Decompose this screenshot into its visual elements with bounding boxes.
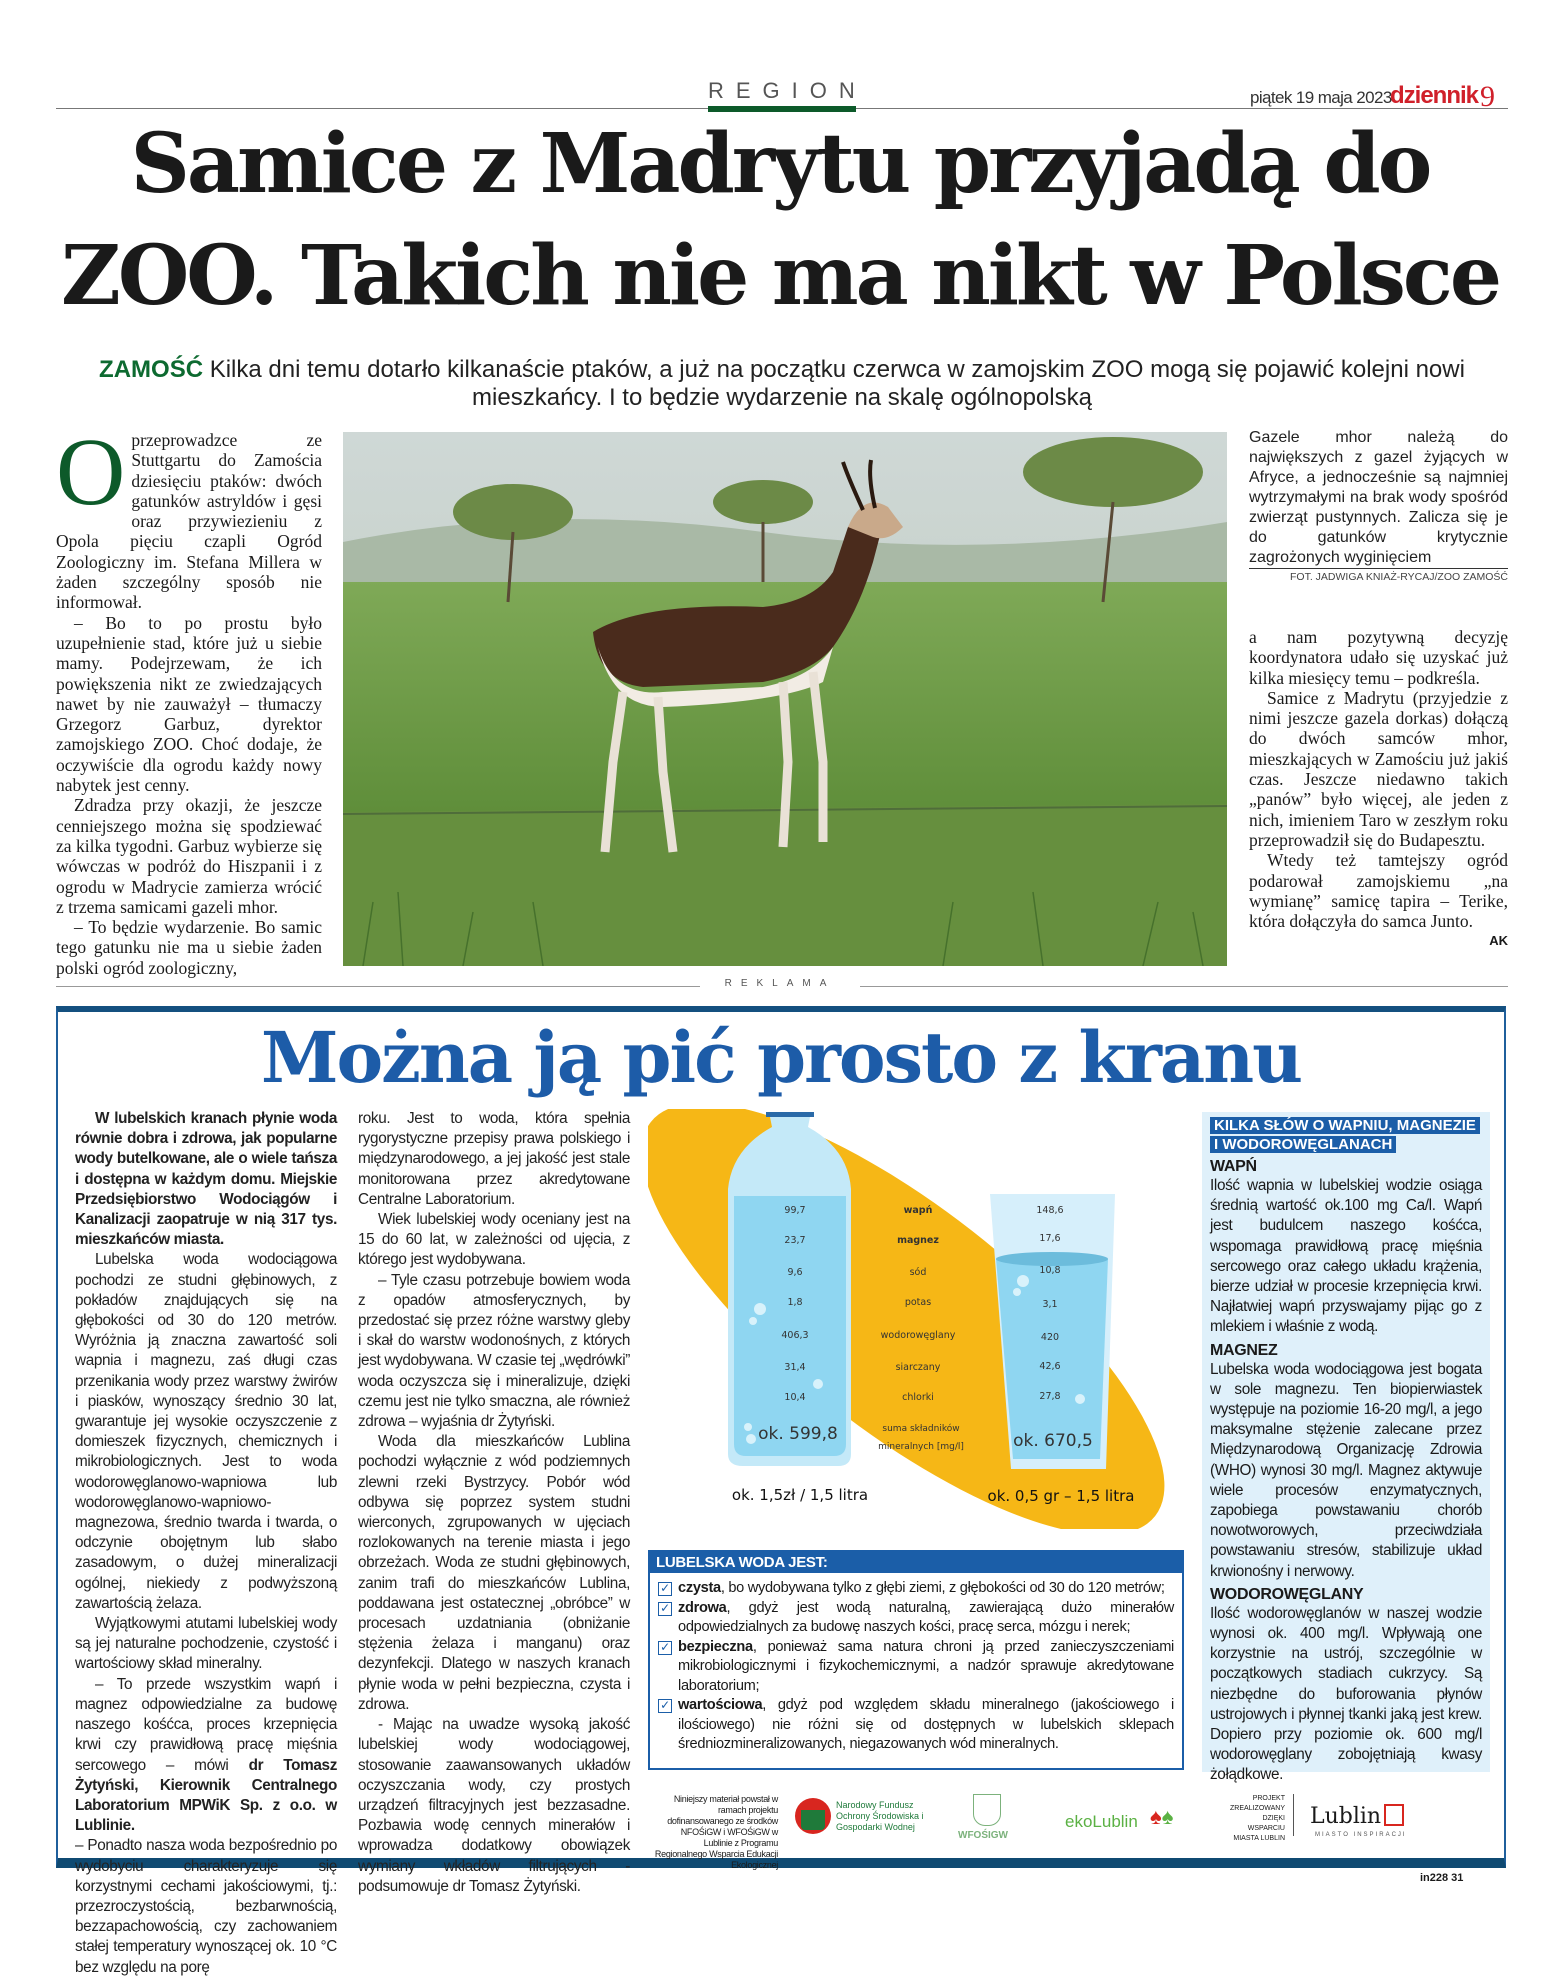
paragraph: roku. Jest to woda, która spełnia rygorystyczne przepisy prawa polskiego i międzynarodowego, a jej jakość jest stale monitorowana przez akredytowane Centralne Laboratorium. bbox=[358, 1110, 630, 1208]
paragraph: Wyjątkowymi atutami lubelskiej wody są jej naturalne pochodzenie, czystość i wartościowy skład mineralny. bbox=[75, 1615, 337, 1673]
headline bbox=[40, 108, 1520, 332]
benefits-list bbox=[658, 1579, 1174, 1755]
benefit-item bbox=[658, 1599, 1174, 1638]
wfosigw-name: WFOŚIGW bbox=[958, 1830, 1008, 1841]
paragraph: Wiek lubelskiej wody oceniany jest na 15 do 60 lat, w zależności od ujęcia, z którego jest wydobywana. bbox=[358, 1211, 630, 1269]
project-note: PROJEKT ZREALIZOWANY DZIĘKI WSPARCIU MIASTA LUBLIN bbox=[1230, 1795, 1285, 1842]
headline-line-1: Samice z Madrytu przyjadą do bbox=[130, 116, 1430, 212]
paragraph: Zdradza przy okazji, że jeszcze cenniejszego można się spodziewać za kilka tygodni. Garbuz wybierze się wówczas w podróż do Hiszpanii i z ogrodu w Madrycie zamierza wrócić z trzema samicami gazeli mhor. bbox=[56, 795, 322, 917]
checkbox-icon: ✓ bbox=[658, 1641, 672, 1655]
glass-value: 148,6 bbox=[1036, 1205, 1064, 1216]
sidebar-heading: MAGNEZ bbox=[1210, 1341, 1278, 1359]
quote-text: – To przede wszystkim wapń i magnez odpowiedzialne za budowę naszego kośćca, proces krzepnięcia krwi czy prawidłową pracę mięśnia sercowego – mówi bbox=[75, 1675, 337, 1774]
mineral-label: chlorki bbox=[902, 1392, 934, 1403]
sidebar-text: Ilość wapnia w lubelskiej wodzie osiąga średnią wartość ok.100 mg Ca/l. Wapń jest budulcem naszego kośćca, wspomaga prawidłową pracę mięśnia sercowego oraz całego układu krążenia, bierze udział w procesie krzepnięcia krwi. Najłatwiej wapń przyswajamy pijąc go z mlekiem i właśnie z wodą. bbox=[1210, 1177, 1482, 1336]
sidebar-title: KILKA SŁÓW O WAPNIU, MAGNEZIE I WODOROWĘGLANACH bbox=[1210, 1117, 1480, 1153]
paragraph: Samice z Madrytu (przyjedzie z nimi jeszcze gazela dorkas) dołączą do dwóch samców mhor, mieszkających w Zamościu już jakiś czas. Jeszcze niedawno takich „panów” było więcej, ale jeden z nich, imieniem Taro w zeszłym roku przeprowadził się do Budapesztu. bbox=[1249, 687, 1508, 850]
glass-value: 3,1 bbox=[1042, 1299, 1058, 1310]
headline-line-2: ZOO. Takich nie ma nikt w Polsce bbox=[60, 228, 1500, 324]
paragraph: przeprowadzce ze Stuttgartu do Zamościa dziesięciu ptaków: dwóch gatunków astryldów i gęsi oraz przywiezieniu z Opola pięciu czapli Ogród Zoologiczny im. Stefana Millera w żaden szczególny sposób nie informował. bbox=[56, 430, 322, 613]
glass-value: 10,8 bbox=[1039, 1265, 1061, 1276]
article-column-3 bbox=[1249, 627, 1508, 952]
sponsor-logos bbox=[650, 1790, 1500, 1870]
paragraph: Woda dla mieszkańców Lublina pochodzi wyłącznie z wód podziemnych zlewni rzeki Bystrzycy. Pobór wód odbywa się poprzez system studni wierconych, zgrupowanych w ujęciach rozlokowanych na terenie miasta i jego obrzeżach. Woda ze studni głębinowych, zanim trafi do mieszkańców Lublina, poddawana jest ostatecznej „obróbce” w procesach uzdatniania (obniżanie stężenia żelaza i manganu) oraz dezynfekcji. Dlatego w naszych kranach płynie woda w pełni bezpieczna, czysta i zdrowa. bbox=[358, 1433, 630, 1713]
gazelle-photo bbox=[343, 432, 1227, 966]
water-comparison-infographic bbox=[648, 1109, 1188, 1529]
ad-column-2 bbox=[358, 1109, 630, 1897]
benefit-item bbox=[658, 1696, 1174, 1755]
minerals-sidebar bbox=[1202, 1112, 1490, 1784]
benefit-keyword: wartościowa bbox=[678, 1697, 763, 1713]
paragraph: – To będzie wydarzenie. Bo samic tego gatunku nie ma u siebie żaden polski ogród zoologiczny, bbox=[56, 917, 322, 978]
sidebar-text: Lubelska woda wodociągowa jest bogata w sole magnezu. Ten biopierwiastek występuje na poziomie 16-20 mg/l, a jego maksymalne stężenie zalecane przez Międzynarodową Organizację Zdrowia (WHO) wynosi 30 mg/l. Magnez aktywuje wiele procesów enzymatycznych, zapobiega powstawaniu chorób nowotworowych, przeciwdziała powstawaniu stresów, stabilizuje układ krwionośny i nerwowy. bbox=[1210, 1360, 1482, 1580]
section-label: REGION bbox=[708, 78, 867, 103]
ad-column-1 bbox=[75, 1109, 337, 1978]
page-number: 9 bbox=[1480, 80, 1495, 113]
mineral-label: wodorowęglany bbox=[880, 1330, 956, 1341]
total-label: suma składników bbox=[882, 1424, 960, 1434]
benefit-keyword: zdrowa bbox=[678, 1599, 727, 1616]
benefit-text: , bo wydobywana tylko z głębi ziemi, z głębokości od 30 do 120 metrów; bbox=[720, 1580, 1165, 1596]
drop-cap: O bbox=[56, 418, 126, 525]
bottle-value: 23,7 bbox=[784, 1235, 806, 1246]
lublin-castle-icon bbox=[1384, 1804, 1404, 1826]
paragraph: Lubelska woda wodociągowa pochodzi ze studni głębinowych, z pokładów znajdujących się na głębokości od 30 do 120 metrów. Wyróżnia ją znaczna zawartość soli wapnia i magnezu, zaś długi czas przenikania wody przez warstwy żwirów i piasków, wynoszący średnio 30 lat, gwarantuje jej wysokie oczyszczenie z domieszek fizycznych, chemicznych i mikrobiologicznych. Jest to woda wodorowęglanowo-wapniowa lub wodorowęglanowo-wapniowo-magnezowa, średnio twarda i twarda, o odczynie obojętnym lub słabo zasadowym, o dużej mineralizacji ogólnej, niekiedy z podwyższoną zawartością żelaza. bbox=[75, 1251, 337, 1612]
wfosigw-emblem-icon bbox=[973, 1794, 1001, 1826]
sidebar-text: Ilość wodorowęglanów w naszej wodzie wynosi ok. 400 mg/l. Wpływają one korzystnie na ustrój, szczególnie w początkowych stadiach cukrzycy. Są niezbędne do buforowania płynów ustrojowych i płynnej tkanki jaką jest krew. Dopiero przy poziomie ok. 600 mg/l wodorowęglany zobojętniają kwasy żołądkowe. bbox=[1210, 1604, 1482, 1784]
paragraph: – Tyle czasu potrzebuje bowiem woda z opadów atmosferycznych, by przedostać się przez różne warstwy gleby i skał do warstw wodonośnych, z których jest wydobywana. W czasie tej „wędrówki” woda oczyszcza się i mineralizuje, dzięki czemu jest nie tylko smaczna, ale również zdrowa – wyjaśnia dr Żytyński. bbox=[358, 1271, 630, 1431]
bottle-total: ok. 599,8 bbox=[758, 1424, 838, 1444]
lublin-logo: Lublin bbox=[1310, 1804, 1382, 1829]
paragraph: Wtedy też tamtejszy ogród podarował zamojskiemu „na wymianę” samicę tapira – Terike, która dołączyła do samca Junto. bbox=[1249, 850, 1508, 932]
glass-value: 42,6 bbox=[1039, 1361, 1061, 1372]
brand-logo: dziennik bbox=[1390, 82, 1479, 109]
photo-caption-block bbox=[1249, 428, 1508, 583]
benefit-text: , gdyż jest wodą naturalną, zawierającą dużo minerałów odpowiedzialnych za budowę naszych kości, pracę serca, mózgu i nerek; bbox=[678, 1599, 1174, 1635]
issue-date: piątek 19 maja 2023 bbox=[1250, 88, 1392, 107]
benefit-text: , gdyż pod względem składu mineralnego (jakościowego i ilościowego) nie różni się od dostępnych w lubelskich sklepach średniozmineralizowanych, niegazowanych wód mineralnych. bbox=[678, 1697, 1174, 1752]
nfosigw-name: Narodowy Fundusz Ochrony Środowiska i Gospodarki Wodnej bbox=[836, 1800, 924, 1832]
bottle-value: 99,7 bbox=[784, 1205, 806, 1216]
photo-credit: FOT. JADWIGA KNIAŻ-RYCAJ/ZOO ZAMOŚĆ bbox=[1249, 568, 1508, 583]
ad-title: Można ją pić prosto z kranu bbox=[260, 1016, 1302, 1099]
bottle-value: 31,4 bbox=[784, 1362, 806, 1373]
nfosigw-logo-icon bbox=[795, 1798, 831, 1834]
bottle-value: 10,4 bbox=[784, 1392, 806, 1403]
quote-paragraph bbox=[75, 1675, 337, 1837]
bottle-price: ok. 1,5zł / 1,5 litra bbox=[731, 1486, 869, 1504]
article-column-1 bbox=[56, 418, 322, 978]
ekolublin-trees-icon: ♠♠ bbox=[1150, 1804, 1174, 1829]
glass-value: 17,6 bbox=[1039, 1233, 1061, 1244]
glass-price: ok. 0,5 gr – 1,5 litra bbox=[987, 1487, 1135, 1505]
sidebar-heading: WAPŃ bbox=[1210, 1158, 1257, 1175]
dateline-location: ZAMOŚĆ bbox=[99, 356, 204, 383]
mineral-label: potas bbox=[904, 1297, 932, 1308]
total-label: mineralnych [mg/l] bbox=[878, 1442, 964, 1452]
checkbox-icon: ✓ bbox=[658, 1582, 672, 1596]
paragraph: – Ponadto nasza woda bezpośrednio po wydobyciu charakteryzuje się korzystnymi cechami jakościowymi, tj.: przezroczystością, bezbarwnością, bezzapachowością, czy zachowaniem stałej temperatury wynoszącej ok. 10 °C bez względu na porę bbox=[75, 1837, 337, 1976]
logo-divider bbox=[1293, 1794, 1294, 1836]
quote-author: dr Tomasz Żytyński, Kierownik Centralnego Laboratorium MPWiK Sp. z o.o. w Lublinie. bbox=[75, 1756, 337, 1835]
benefit-item bbox=[658, 1579, 1174, 1599]
ekolublin-logo: ekoLublin bbox=[1065, 1812, 1138, 1831]
lead-text: Kilka dni temu dotarło kilkanaście ptaków, a już na początku czerwca w zamojskim ZOO mogą się pojawić kolejni nowi mieszkańcy. I to będzie wydarzenie na skalę ogólnopolską bbox=[209, 356, 1465, 411]
bottle-value: 1,8 bbox=[787, 1297, 803, 1308]
ad-code: in228 31 bbox=[1420, 1872, 1464, 1884]
bottle-value: 9,6 bbox=[787, 1267, 803, 1278]
benefits-box bbox=[648, 1550, 1184, 1770]
author-signature: AK bbox=[1489, 933, 1508, 949]
mineral-label: wapń bbox=[903, 1205, 933, 1216]
glass-total: ok. 670,5 bbox=[1013, 1431, 1093, 1451]
glass-value: 420 bbox=[1040, 1332, 1060, 1343]
funding-note: Niniejszy materiał powstał w ramach projektu dofinansowanego ze środków NFOŚiGW i WFOŚiGW w Lublinie z Programu Regionalnego Wsparcia Edukacji Ekologicznej bbox=[654, 1794, 778, 1870]
paragraph: - Mając na uwadze wysoką jakość lubelskiej wody wodociągowej, stosowanie zaawansowanych układów oczyszczania wody, czy prostych urządzeń filtracyjnych jest bezzasadne. Pozbawia wodę cennych minerałów i wprowadza dodatkowy obowiązek wymiany wkładów filtrujących - podsumowuje dr Tomasz Żytyński. bbox=[358, 1716, 630, 1895]
sidebar-heading: WODOROWĘGLANY bbox=[1210, 1585, 1364, 1603]
photo-caption: Gazele mhor należą do największych z gazel żyjących w Afryce, a jednocześnie są najmniej wytrzymałymi na brak wody spośród zwierząt pustynnych. Zalicza się je do gatunków krytycznie zagrożonych wyginięciem bbox=[1249, 429, 1508, 566]
benefit-item bbox=[658, 1638, 1174, 1697]
ad-label: REKLAMA bbox=[700, 978, 860, 989]
paragraph: a nam pozytywną decyzję koordynatora udało się uzyskać już kilka miesięcy temu – podkreśla. bbox=[1249, 627, 1508, 688]
bottle-value: 406,3 bbox=[781, 1330, 809, 1341]
mineral-label: sód bbox=[909, 1267, 927, 1278]
benefit-keyword: bezpieczna bbox=[678, 1638, 753, 1655]
bottle bbox=[728, 1112, 851, 1466]
lublin-tagline: MIASTO INSPIRACJI bbox=[1315, 1832, 1407, 1838]
ad-intro: W lubelskich kranach płynie woda równie dobra i zdrowa, jak popularne wody butelkowane, ale o wiele tańsza i dostępna w każdym domu. Miejskie Przedsiębiorstwo Wodociągów i Kanalizacji zaopatruje w nią 317 tys. mieszkańców miasta. bbox=[75, 1110, 337, 1249]
benefits-title: LUBELSKA WODA JEST: bbox=[650, 1552, 1182, 1573]
lead bbox=[60, 356, 1504, 412]
glass-value: 27,8 bbox=[1039, 1391, 1061, 1402]
checkbox-icon: ✓ bbox=[658, 1699, 672, 1713]
benefit-text: , ponieważ sama natura chroni ją przed zanieczyszczeniami mikrobiologicznymi i fizykochemicznymi, a nadzór sprawuje akredytowane laboratorium; bbox=[678, 1638, 1174, 1694]
checkbox-icon: ✓ bbox=[658, 1602, 672, 1616]
mineral-label: siarczany bbox=[895, 1362, 941, 1373]
mineral-label: magnez bbox=[897, 1235, 939, 1246]
benefit-keyword: czysta bbox=[678, 1580, 721, 1596]
paragraph: – Bo to po prostu było uzupełnienie stad, które już u siebie mamy. Podejrzewam, że ich powiększenia nikt ze zwiedzających nawet by nie zauważył – tłumaczy Grzegorz Garbuz, dyrektor zamojskiego ZOO. Choć dodaje, że oczywiście dla ogrodu każdy nowy nabytek jest cenny. bbox=[56, 612, 322, 796]
